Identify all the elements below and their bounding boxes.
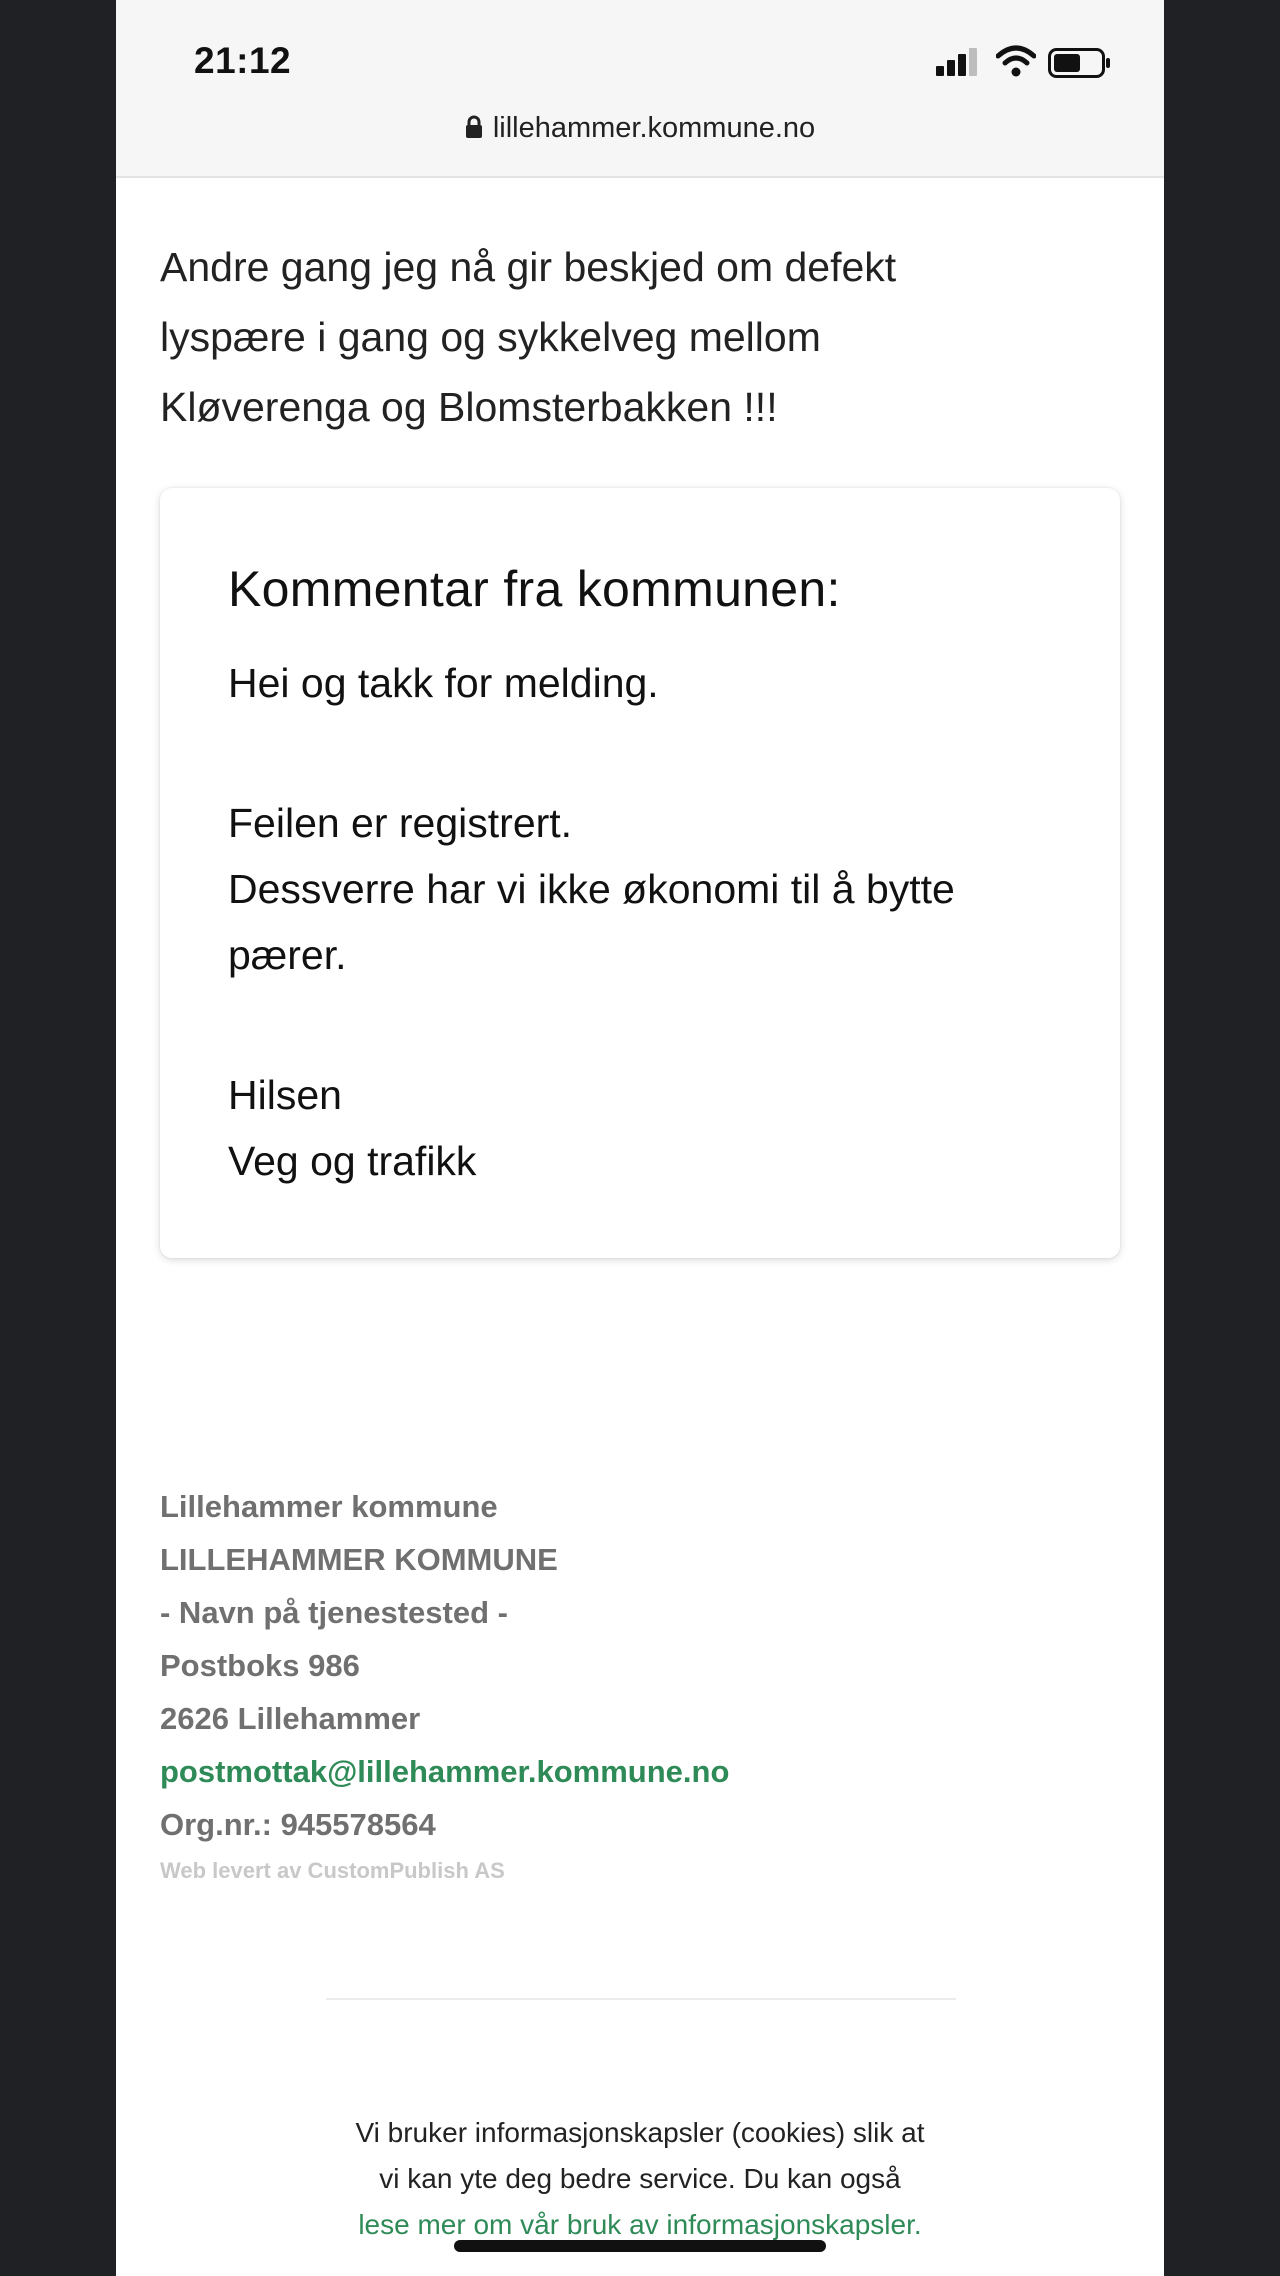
footer-email-link[interactable]: postmottak@lillehammer.kommune.no [160,1754,730,1789]
footer-postbox: Postboks 986 [160,1648,360,1683]
comment-line: pærer. [228,932,347,978]
citizen-message [160,232,1060,442]
comment-signoff-department: Veg og trafikk [228,1138,477,1184]
battery-icon [1048,48,1112,78]
lock-icon [465,115,483,139]
footer-powered-by[interactable]: Web levert av CustomPublish AS [160,1858,505,1883]
clock: 21:12 [194,40,292,81]
footer-name: Lillehammer kommune [160,1489,498,1524]
message-line: lyspære i gang og sykkelveg mellom [160,314,821,360]
message-line: Andre gang jeg nå gir beskjed om defekt [160,244,897,290]
address-bar[interactable] [116,112,1164,145]
cookie-text: vi kan yte deg bedre service. Du kan også [379,2163,901,2194]
footer-org-number: Org.nr.: 945578564 [160,1807,436,1842]
url-text: lillehammer.kommune.no [492,112,816,144]
comment-line: Dessverre har vi ikke økonomi til å bytte [228,866,955,912]
cookie-info-link[interactable]: lese mer om vår bruk av informasjonskapsler. [358,2209,922,2240]
cookie-notice [240,2110,1040,2248]
divider [326,1998,956,2000]
comment-line: Feilen er registrert. [228,800,573,846]
home-indicator[interactable] [454,2240,826,2252]
phone-screen [116,0,1164,2276]
footer-city: 2626 Lillehammer [160,1701,421,1736]
footer-service-place: - Navn på tjenestested - [160,1595,508,1630]
comment-title: Kommentar fra kommunen: [228,561,841,617]
comment-greeting: Hei og takk for melding. [228,660,659,706]
footer-name-upper: LILLEHAMMER KOMMUNE [160,1542,558,1577]
message-line: Kløverenga og Blomsterbakken !!! [160,384,778,430]
status-and-address-bar [116,0,1164,178]
footer [160,1480,860,1891]
cookie-text: Vi bruker informasjonskapsler (cookies) slik at [355,2117,925,2148]
comment-signoff: Hilsen [228,1072,342,1118]
municipality-comment-card [160,488,1120,1258]
wifi-icon [996,44,1036,80]
cellular-signal-icon [936,44,982,80]
